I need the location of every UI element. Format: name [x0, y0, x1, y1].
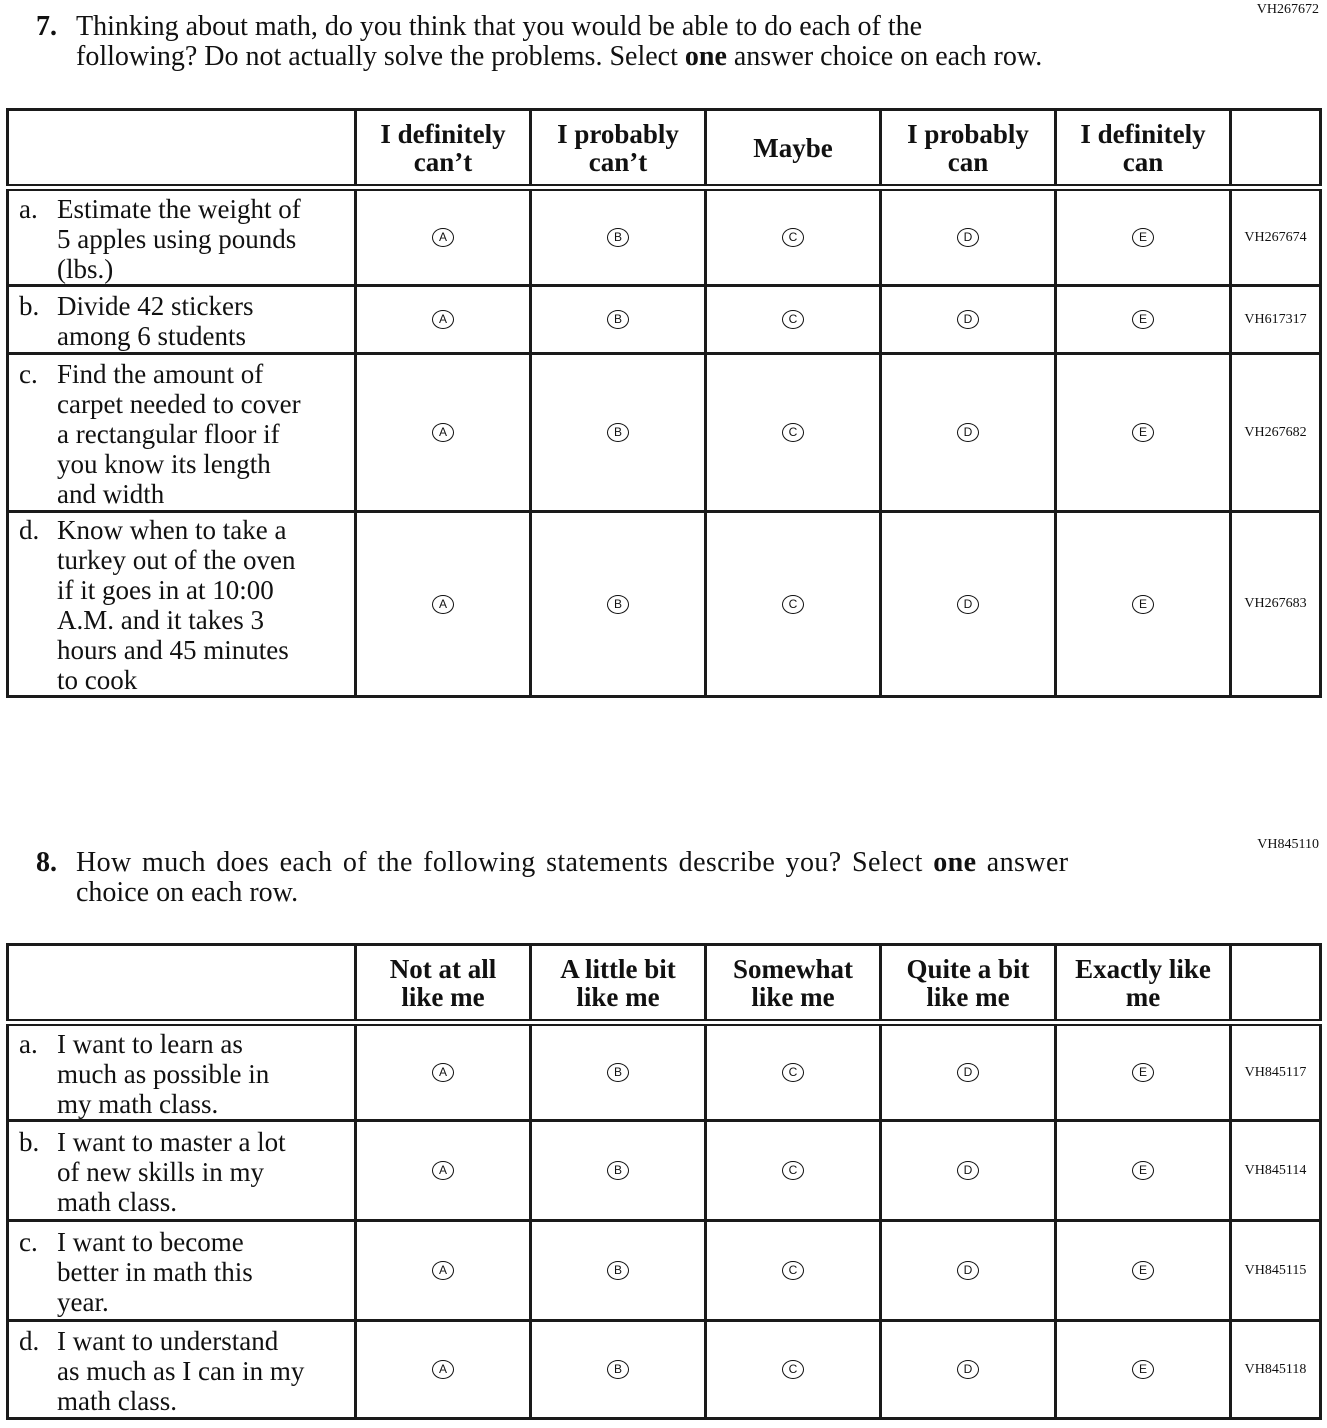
q8-number: 8.	[36, 847, 57, 878]
q8-header-code-blank	[1231, 945, 1321, 1023]
statement-line: (lbs.)	[57, 253, 114, 284]
q7-header-4	[1056, 110, 1231, 188]
answer-bubble-c[interactable]: C	[782, 228, 804, 247]
statement-line: 5 apples using pounds	[57, 223, 297, 254]
item-code: VH845115	[1231, 1221, 1321, 1321]
q8-row-1-choice-cell-0	[356, 1121, 531, 1221]
q8-header-2-line-1: like me	[751, 981, 835, 1012]
q8-header-1-line-1: like me	[576, 981, 660, 1012]
q7-row-1-choice-cell-0	[356, 286, 531, 354]
q7-item-code: VH267672	[1256, 2, 1319, 17]
answer-bubble-b[interactable]: B	[607, 1360, 629, 1379]
q7-row-3-statement	[8, 512, 356, 697]
q8-header-0-line-1: like me	[401, 981, 485, 1012]
statement-line: year.	[57, 1286, 109, 1317]
answer-bubble-d[interactable]: D	[957, 1161, 979, 1180]
item-code: VH267674	[1231, 188, 1321, 286]
q7-row-3-choice-cell-4	[1056, 512, 1231, 697]
q8-row-0-choice-cell-0	[356, 1023, 531, 1121]
statement-line: and width	[57, 478, 165, 509]
answer-bubble-c[interactable]: C	[782, 1161, 804, 1180]
q7-number: 7.	[36, 11, 57, 42]
statement-line: a rectangular floor if	[57, 418, 280, 449]
q8-row-2-choice-cell-4	[1056, 1221, 1231, 1321]
answer-bubble-b[interactable]: B	[607, 1161, 629, 1180]
q8-item-code: VH845110	[1257, 837, 1319, 852]
q8-row-2-choice-cell-2	[706, 1221, 881, 1321]
statement-line: you know its length	[57, 448, 271, 479]
q7-row-3-choice-cell-1	[531, 512, 706, 697]
statement-line: carpet needed to cover	[57, 388, 301, 419]
statement-line: my math class.	[57, 1088, 219, 1119]
q7-row-2-choice-cell-4	[1056, 354, 1231, 512]
answer-bubble-d[interactable]: D	[957, 1360, 979, 1379]
q7-header-3-line-0: I probably	[907, 118, 1029, 149]
q8-row-2-choice-cell-0	[356, 1221, 531, 1321]
answer-bubble-a[interactable]: A	[432, 1161, 454, 1180]
answer-bubble-a[interactable]: A	[432, 595, 454, 614]
q8-row-0-choice-cell-3	[881, 1023, 1056, 1121]
q7-header-2	[706, 110, 881, 188]
q8-prompt	[36, 848, 1156, 908]
q8-row-0-choice-cell-2	[706, 1023, 881, 1121]
q7-header-4-line-0: I definitely	[1080, 118, 1206, 149]
q7-header-code-blank	[1231, 110, 1321, 188]
q8-header-1	[531, 945, 706, 1023]
table-row	[8, 1221, 1321, 1321]
answer-bubble-d[interactable]: D	[957, 423, 979, 442]
q7-header-2-line-0: Maybe	[753, 132, 833, 163]
answer-bubble-d[interactable]: D	[957, 310, 979, 329]
q7-row-0-choice-cell-1	[531, 188, 706, 286]
item-letter: b.	[19, 290, 40, 321]
statement-line: I want to become	[57, 1226, 244, 1257]
q8-row-1-choice-cell-2	[706, 1121, 881, 1221]
q8-row-1-choice-cell-3	[881, 1121, 1056, 1221]
q7-header-0	[356, 110, 531, 188]
item-code: VH845117	[1231, 1023, 1321, 1121]
q8-row-1-choice-cell-1	[531, 1121, 706, 1221]
statement-line: I want to master a lot	[57, 1126, 286, 1157]
answer-bubble-a[interactable]: A	[432, 1261, 454, 1280]
q7-table	[6, 108, 1322, 698]
q7-header-1-line-1: can’t	[588, 146, 648, 177]
statement-line: math class.	[57, 1385, 177, 1416]
q7-header-4-line-1: can	[1122, 146, 1164, 177]
statement-line: Find the amount of	[57, 358, 264, 389]
q8-row-3-choice-cell-2	[706, 1321, 881, 1419]
q7-header-0-line-0: I definitely	[380, 118, 506, 149]
q8-row-3-statement	[8, 1321, 356, 1419]
answer-bubble-b[interactable]: B	[607, 1063, 629, 1082]
q8-header-2-line-0: Somewhat	[733, 953, 853, 984]
item-code: VH267683	[1231, 512, 1321, 697]
statement-line: I want to understand	[57, 1325, 279, 1356]
statement-line: as much as I can in my	[57, 1355, 305, 1386]
q8-text-line2: choice on each row.	[76, 877, 299, 908]
statement-line: Know when to take a	[57, 515, 287, 545]
answer-bubble-a[interactable]: A	[432, 228, 454, 247]
table-row	[8, 188, 1321, 286]
statement-line: math class.	[57, 1186, 177, 1217]
q7-row-3-choice-cell-2	[706, 512, 881, 697]
q7-header-blank	[8, 110, 356, 188]
item-letter: d.	[19, 515, 40, 545]
q8-row-0-choice-cell-4	[1056, 1023, 1231, 1121]
q8-row-2-choice-cell-3	[881, 1221, 1056, 1321]
q7-row-0-statement	[8, 188, 356, 286]
answer-bubble-a[interactable]: A	[432, 423, 454, 442]
q7-row-2-choice-cell-2	[706, 354, 881, 512]
q7-row-2-choice-cell-1	[531, 354, 706, 512]
q7-header-row	[8, 110, 1321, 188]
q8-header-blank	[8, 945, 356, 1023]
q7-text-line2: following? Do not actually solve the problems. Select one answer choice on each row.	[76, 41, 1043, 72]
q8-header-row	[8, 945, 1321, 1023]
q7-header-0-line-1: can’t	[413, 146, 473, 177]
answer-bubble-c[interactable]: C	[782, 310, 804, 329]
q8-text-line1: How much does each of the following statements describe you? Select one answer	[76, 847, 1069, 878]
q7-row-1-choice-cell-4	[1056, 286, 1231, 354]
table-row	[8, 1121, 1321, 1221]
answer-bubble-b[interactable]: B	[607, 310, 629, 329]
table-row	[8, 286, 1321, 354]
answer-bubble-b[interactable]: B	[607, 423, 629, 442]
item-letter: d.	[19, 1325, 40, 1356]
answer-bubble-b[interactable]: B	[607, 595, 629, 614]
q8-row-3-choice-cell-4	[1056, 1321, 1231, 1419]
q7-row-1-choice-cell-1	[531, 286, 706, 354]
item-code: VH845114	[1231, 1121, 1321, 1221]
q8-table	[6, 943, 1322, 1420]
statement-line: hours and 45 minutes	[57, 635, 289, 665]
q8-header-4-line-1: me	[1125, 981, 1161, 1012]
answer-bubble-a[interactable]: A	[432, 1360, 454, 1379]
answer-bubble-e[interactable]: E	[1132, 1360, 1154, 1379]
answer-bubble-e[interactable]: E	[1132, 310, 1154, 329]
q8-header-4	[1056, 945, 1231, 1023]
statement-line: A.M. and it takes 3	[57, 605, 264, 635]
answer-bubble-c[interactable]: C	[782, 595, 804, 614]
item-letter: a.	[19, 1028, 38, 1059]
answer-bubble-e[interactable]: E	[1132, 595, 1154, 614]
table-row	[8, 354, 1321, 512]
answer-bubble-e[interactable]: E	[1132, 423, 1154, 442]
item-letter: c.	[19, 358, 38, 389]
q8-header-0-line-0: Not at all	[389, 953, 497, 984]
answer-bubble-d[interactable]: D	[957, 1261, 979, 1280]
q8-row-2-statement	[8, 1221, 356, 1321]
q7-row-2-choice-cell-3	[881, 354, 1056, 512]
q7-header-1-line-0: I probably	[557, 118, 679, 149]
answer-bubble-b[interactable]: B	[607, 228, 629, 247]
statement-line: among 6 students	[57, 320, 246, 351]
answer-bubble-c[interactable]: C	[782, 423, 804, 442]
q7-header-3-line-1: can	[947, 146, 989, 177]
item-code: VH617317	[1231, 286, 1321, 354]
item-letter: b.	[19, 1126, 40, 1157]
q8-header-2	[706, 945, 881, 1023]
q8-row-3-choice-cell-3	[881, 1321, 1056, 1419]
q7-row-0-choice-cell-2	[706, 188, 881, 286]
q7-row-0-choice-cell-4	[1056, 188, 1231, 286]
q7-header-1	[531, 110, 706, 188]
statement-line: to cook	[57, 665, 138, 695]
q8-header-3	[881, 945, 1056, 1023]
q8-row-1-statement	[8, 1121, 356, 1221]
answer-bubble-a[interactable]: A	[432, 310, 454, 329]
q7-row-2-choice-cell-0	[356, 354, 531, 512]
q8-row-3-choice-cell-1	[531, 1321, 706, 1419]
q7-prompt	[36, 12, 1156, 72]
answer-bubble-d[interactable]: D	[957, 228, 979, 247]
answer-bubble-b[interactable]: B	[607, 1261, 629, 1280]
q8-header-3-line-1: like me	[926, 981, 1010, 1012]
statement-line: better in math this	[57, 1256, 253, 1287]
q7-row-3-choice-cell-0	[356, 512, 531, 697]
item-letter: a.	[19, 193, 38, 224]
answer-bubble-e[interactable]: E	[1132, 1161, 1154, 1180]
table-row	[8, 1023, 1321, 1121]
statement-line: Divide 42 stickers	[57, 290, 254, 321]
table-row	[8, 1321, 1321, 1419]
item-code: VH845118	[1231, 1321, 1321, 1419]
q7-row-1-choice-cell-3	[881, 286, 1056, 354]
q7-row-1-statement	[8, 286, 356, 354]
q8-row-3-choice-cell-0	[356, 1321, 531, 1419]
table-row	[8, 512, 1321, 697]
answer-bubble-e[interactable]: E	[1132, 228, 1154, 247]
q8-header-0	[356, 945, 531, 1023]
q7-row-0-choice-cell-0	[356, 188, 531, 286]
q7-text-line1: Thinking about math, do you think that you would be able to do each of the	[76, 11, 923, 42]
q7-row-1-choice-cell-2	[706, 286, 881, 354]
q8-row-0-statement	[8, 1023, 356, 1121]
answer-bubble-e[interactable]: E	[1132, 1063, 1154, 1082]
q7-row-3-choice-cell-3	[881, 512, 1056, 697]
answer-bubble-a[interactable]: A	[432, 1063, 454, 1082]
statement-line: much as possible in	[57, 1058, 270, 1089]
answer-bubble-d[interactable]: D	[957, 595, 979, 614]
q8-header-4-line-0: Exactly like	[1075, 953, 1211, 984]
answer-bubble-d[interactable]: D	[957, 1063, 979, 1082]
statement-line: of new skills in my	[57, 1156, 264, 1187]
q7-header-3	[881, 110, 1056, 188]
answer-bubble-c[interactable]: C	[782, 1261, 804, 1280]
statement-line: if it goes in at 10:00	[57, 575, 274, 605]
statement-line: Estimate the weight of	[57, 193, 301, 224]
q8-header-3-line-0: Quite a bit	[906, 953, 1030, 984]
q8-header-1-line-0: A little bit	[560, 953, 676, 984]
statement-line: I want to learn as	[57, 1028, 243, 1059]
answer-bubble-e[interactable]: E	[1132, 1261, 1154, 1280]
statement-line: turkey out of the oven	[57, 545, 296, 575]
q7-row-0-choice-cell-3	[881, 188, 1056, 286]
q7-row-2-statement	[8, 354, 356, 512]
answer-bubble-c[interactable]: C	[782, 1063, 804, 1082]
q8-row-2-choice-cell-1	[531, 1221, 706, 1321]
item-code: VH267682	[1231, 354, 1321, 512]
item-letter: c.	[19, 1226, 38, 1257]
answer-bubble-c[interactable]: C	[782, 1360, 804, 1379]
q8-row-1-choice-cell-4	[1056, 1121, 1231, 1221]
q8-row-0-choice-cell-1	[531, 1023, 706, 1121]
